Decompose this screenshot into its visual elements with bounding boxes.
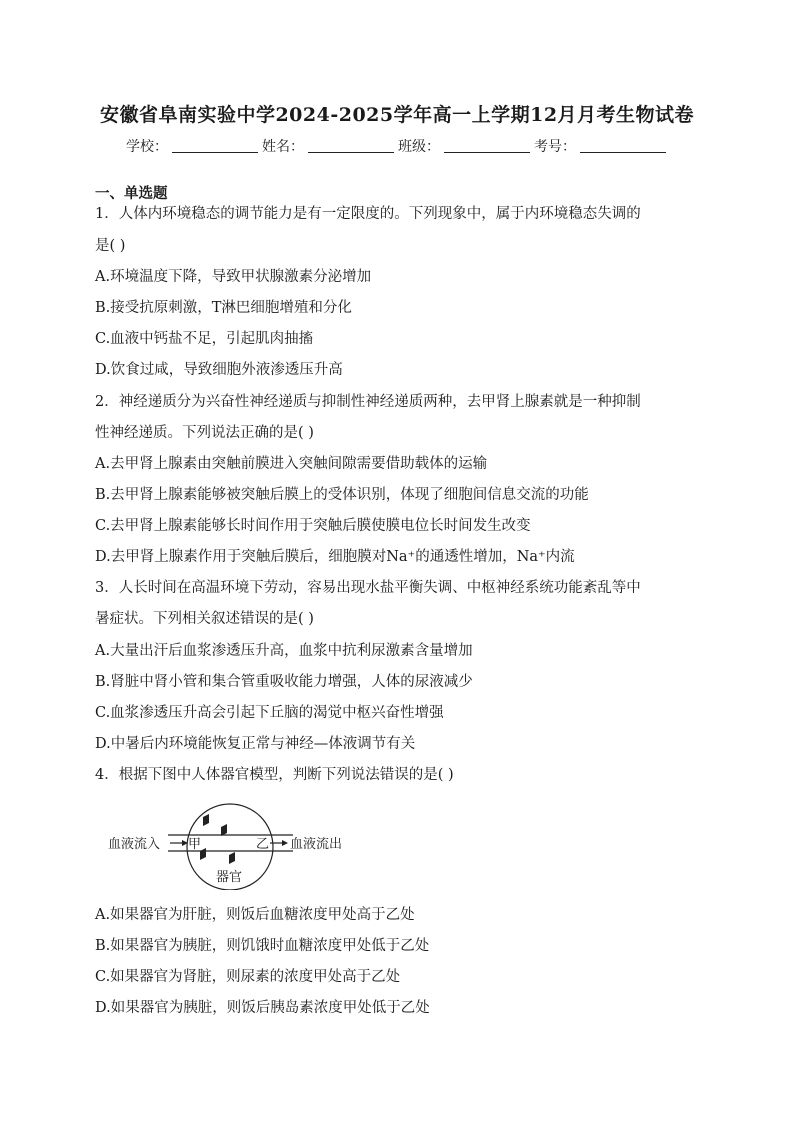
name-blank[interactable] [308,140,394,153]
q2-stem-line2: 性神经递质。下列说法正确的是( ) [95,425,314,441]
cell-marker-bottom-mid [229,852,235,864]
q2-option-a[interactable]: A.去甲肾上腺素由突触前膜进入突触间隙需要借助载体的运输 [95,456,488,472]
q4-option-b[interactable]: B.如果器官为胰脏，则饥饿时血糖浓度甲处低于乙处 [95,938,430,954]
class-blank[interactable] [444,140,530,153]
q1-option-a[interactable]: A.环境温度下降，导致甲状腺激素分泌增加 [95,269,372,285]
q3-stem-line2: 暑症状。下列相关叙述错误的是( ) [95,611,314,627]
q2-option-b[interactable]: B.去甲肾上腺素能够被突触后膜上的受体识别，体现了细胞间信息交流的功能 [95,487,589,503]
cell-marker-top-mid [221,824,227,836]
q1-option-d[interactable]: D.饮食过咸，导致细胞外液渗透压升高 [95,362,343,378]
q3-stem-line1: 3．人长时间在高温环境下劳动，容易出现水盐平衡失调、中枢神经系统功能紊乱等中 [95,580,641,596]
q2-option-d[interactable]: D.去甲肾上腺素作用于突触后膜后，细胞膜对Na⁺的通透性增加，Na⁺内流 [95,549,575,565]
school-blank[interactable] [172,140,258,153]
q1-stem-line2: 是( ) [95,238,126,254]
section-heading: 一、单选题 [95,185,168,202]
point-a-label: 甲 [188,837,202,852]
q3-option-a[interactable]: A.大量出汗后血浆渗透压升高，血浆中抗利尿激素含量增加 [95,643,473,659]
student-info-row [126,136,670,156]
q4-option-a[interactable]: A.如果器官为肝脏，则饭后血糖浓度甲处高于乙处 [95,907,415,923]
name-label: 姓名： [262,139,304,155]
page-title: 安徽省阜南实验中学2024-2025学年高一上学期12月月考生物试卷 [99,104,695,126]
q1-option-c[interactable]: C.血液中钙盐不足，引起肌肉抽搐 [95,331,314,347]
number-blank[interactable] [580,140,666,153]
q4-stem: 4．根据下图中人体器官模型，判断下列说法错误的是( ) [95,767,454,783]
school-label: 学校： [126,139,168,155]
organ-label: 器官 [216,870,243,885]
q3-option-c[interactable]: C.血浆渗透压升高会引起下丘脑的渴觉中枢兴奋性增强 [95,705,444,721]
class-label: 班级： [398,139,440,155]
inflow-label: 血液流入 [108,837,161,852]
q1-stem-line1: 1．人体内环境稳态的调节能力是有一定限度的。下列现象中，属于内环境稳态失调的 [95,206,641,222]
q2-option-c[interactable]: C.去甲肾上腺素能够长时间作用于突触后膜使膜电位长时间发生改变 [95,518,531,534]
q3-option-b[interactable]: B.肾脏中肾小管和集合管重吸收能力增强，人体的尿液减少 [95,674,473,690]
organ-model-diagram [108,800,368,890]
point-b-label: 乙 [256,837,270,852]
cell-marker-top-left [203,814,209,826]
q4-option-c[interactable]: C.如果器官为肾脏，则尿素的浓度甲处高于乙处 [95,969,401,985]
outflow-arrowhead [282,840,288,846]
q1-option-b[interactable]: B.接受抗原刺激，T淋巴细胞增殖和分化 [95,300,352,316]
q3-option-d[interactable]: D.中暑后内环境能恢复正常与神经—体液调节有关 [95,736,416,752]
q2-stem-line1: 2．神经递质分为兴奋性神经递质与抑制性神经递质两种，去甲肾上腺素就是一种抑制 [95,394,641,410]
q4-option-d[interactable]: D.如果器官为胰脏，则饭后胰岛素浓度甲处低于乙处 [95,1000,430,1016]
number-label: 考号： [534,139,576,155]
outflow-label: 血液流出 [290,837,343,852]
